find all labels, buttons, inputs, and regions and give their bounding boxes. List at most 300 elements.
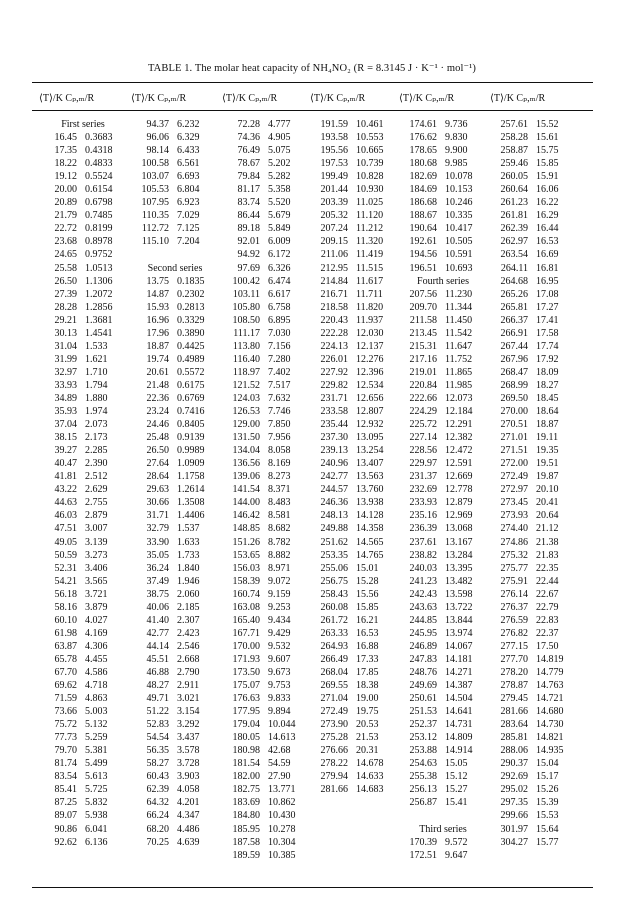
temperature-cell: 23.68 <box>54 236 77 248</box>
heat-capacity-cell: 1.710 <box>85 366 108 378</box>
temperature-cell: 290.37 <box>500 758 528 770</box>
table-row <box>226 144 306 157</box>
heat-capacity-cell: 10.304 <box>268 836 296 848</box>
heat-capacity-cell: 5.282 <box>268 171 291 183</box>
table-row <box>43 718 123 731</box>
table-row <box>403 614 483 627</box>
table-row <box>135 757 215 770</box>
table-row <box>226 549 306 562</box>
temperature-cell: 243.63 <box>409 601 437 613</box>
heat-capacity-cell: 14.613 <box>268 732 296 744</box>
table-row <box>314 170 394 183</box>
table-row <box>314 536 394 549</box>
table-row <box>226 627 306 640</box>
table-row <box>494 836 574 849</box>
header-rule <box>32 110 593 111</box>
temperature-cell: 301.97 <box>500 823 528 835</box>
heat-capacity-cell: 9.647 <box>445 849 468 861</box>
temperature-cell: 271.04 <box>320 693 348 705</box>
table-row <box>494 536 574 549</box>
heat-capacity-cell: 2.629 <box>85 484 108 496</box>
heat-capacity-cell: 19.35 <box>536 445 559 457</box>
temperature-cell: 188.67 <box>409 210 437 222</box>
temperature-cell: 105.80 <box>232 301 260 313</box>
heat-capacity-cell: 1.840 <box>177 562 200 574</box>
table-row <box>226 653 306 666</box>
temperature-cell: 244.57 <box>320 484 348 496</box>
table-row <box>135 144 215 157</box>
temperature-cell: 276.59 <box>500 614 528 626</box>
table-row <box>135 405 215 418</box>
table-row <box>403 392 483 405</box>
temperature-cell: 18.87 <box>146 340 169 352</box>
table-row <box>43 483 123 496</box>
temperature-cell: 270.00 <box>500 406 528 418</box>
heat-capacity-cell: 4.347 <box>177 810 200 822</box>
temperature-cell: 196.51 <box>409 262 437 274</box>
table-row <box>403 744 483 757</box>
heat-capacity-cell: 7.402 <box>268 366 291 378</box>
temperature-cell: 175.07 <box>232 680 260 692</box>
heat-capacity-cell: 15.05 <box>445 758 468 770</box>
table-row <box>494 640 574 653</box>
temperature-cell: 299.66 <box>500 810 528 822</box>
table-row <box>494 744 574 757</box>
heat-capacity-cell: 22.83 <box>536 614 559 626</box>
temperature-cell: 24.46 <box>146 419 169 431</box>
heat-capacity-cell: 19.11 <box>536 432 559 444</box>
column-header-6 <box>490 93 545 104</box>
temperature-cell: 214.84 <box>320 275 348 287</box>
temperature-cell: 267.96 <box>500 353 528 365</box>
table-row <box>403 248 483 261</box>
heat-capacity-cell: 12.184 <box>445 406 473 418</box>
heat-capacity-cell: 6.433 <box>177 145 200 157</box>
temperature-cell: 32.79 <box>146 523 169 535</box>
table-row <box>43 627 123 640</box>
table-row <box>403 849 483 862</box>
temperature-cell: 98.14 <box>146 145 169 157</box>
table-row <box>403 705 483 718</box>
heat-capacity-cell: 42.68 <box>268 745 291 757</box>
table-row <box>135 222 215 235</box>
table-row <box>226 744 306 757</box>
heat-capacity-cell: 14.731 <box>445 719 473 731</box>
temperature-cell: 52.31 <box>54 562 77 574</box>
table-row <box>43 731 123 744</box>
temperature-cell: 189.59 <box>232 849 260 861</box>
table-row <box>494 366 574 379</box>
temperature-cell: 27.64 <box>146 458 169 470</box>
temperature-cell: 49.71 <box>146 693 169 705</box>
heat-capacity-cell: 4.027 <box>85 614 108 626</box>
table-row <box>43 823 123 836</box>
temperature-cell: 173.50 <box>232 666 260 678</box>
temperature-cell: 41.40 <box>146 614 169 626</box>
heat-capacity-cell: 8.273 <box>268 471 291 483</box>
temperature-cell: 141.54 <box>232 484 260 496</box>
table-row <box>314 679 394 692</box>
temperature-cell: 265.81 <box>500 301 528 313</box>
heat-capacity-cell: 3.903 <box>177 771 200 783</box>
temperature-cell: 237.61 <box>409 536 437 548</box>
table-row <box>403 627 483 640</box>
temperature-cell: 75.72 <box>54 719 77 731</box>
heat-capacity-cell: 5.202 <box>268 158 291 170</box>
data-column-3 <box>226 118 306 862</box>
temperature-cell: 245.95 <box>409 627 437 639</box>
temperature-cell: 15.93 <box>146 301 169 313</box>
table-row <box>226 666 306 679</box>
table-row <box>135 666 215 679</box>
table-row <box>494 692 574 705</box>
heat-capacity-cell: 4.169 <box>85 627 108 639</box>
temperature-cell: 44.63 <box>54 497 77 509</box>
temperature-cell: 251.62 <box>320 536 348 548</box>
temperature-cell: 61.98 <box>54 627 77 639</box>
heat-capacity-cell: 21.53 <box>356 732 379 744</box>
temperature-cell: 256.13 <box>409 784 437 796</box>
temperature-cell: 103.07 <box>141 171 169 183</box>
table-row <box>135 366 215 379</box>
heat-capacity-cell: 11.865 <box>445 366 473 378</box>
temperature-cell: 29.21 <box>54 314 77 326</box>
table-row <box>314 601 394 614</box>
temperature-cell: 92.62 <box>54 836 77 848</box>
table-row <box>494 770 574 783</box>
temperature-cell: 190.64 <box>409 223 437 235</box>
table-row <box>494 444 574 457</box>
heat-capacity-cell: 11.025 <box>356 197 384 209</box>
heat-capacity-cell: 10.335 <box>445 210 473 222</box>
temperature-cell: 50.59 <box>54 549 77 561</box>
temperature-cell: 79.84 <box>237 171 260 183</box>
temperature-cell: 184.80 <box>232 810 260 822</box>
temperature-cell: 275.77 <box>500 562 528 574</box>
heat-capacity-cell: 15.39 <box>536 797 559 809</box>
heat-capacity-cell: 13.167 <box>445 536 473 548</box>
temperature-cell: 110.35 <box>141 210 169 222</box>
heat-capacity-cell: 11.752 <box>445 353 473 365</box>
heat-capacity-cell: 1.733 <box>177 549 200 561</box>
heat-capacity-cell: 22.35 <box>536 562 559 574</box>
heat-capacity-cell: 9.833 <box>268 693 291 705</box>
table-row <box>403 770 483 783</box>
heat-capacity-cell: 22.67 <box>536 588 559 600</box>
heat-capacity-cell: 0.6798 <box>85 197 113 209</box>
temperature-cell: 267.44 <box>500 340 528 352</box>
temperature-cell: 252.37 <box>409 719 437 731</box>
temperature-cell: 255.06 <box>320 562 348 574</box>
table-row <box>43 522 123 535</box>
heat-capacity-cell: 13.482 <box>445 575 473 587</box>
heat-capacity-cell: 15.91 <box>536 171 559 183</box>
heat-capacity-cell: 12.807 <box>356 406 384 418</box>
table-row <box>403 444 483 457</box>
heat-capacity-cell: 14.914 <box>445 745 473 757</box>
table-row <box>494 301 574 314</box>
table-row <box>403 796 483 809</box>
column-header-5 <box>399 93 454 104</box>
temperature-cell: 205.32 <box>320 210 348 222</box>
table-row <box>314 562 394 575</box>
temperature-cell: 279.45 <box>500 693 528 705</box>
table-row <box>226 222 306 235</box>
temperature-cell: 269.55 <box>320 680 348 692</box>
table-row <box>314 340 394 353</box>
heat-capacity-cell: 12.382 <box>445 432 473 444</box>
heat-capacity-cell: 14.721 <box>536 693 564 705</box>
table-row <box>135 653 215 666</box>
temperature-cell: 37.49 <box>146 575 169 587</box>
heat-capacity-cell: 17.41 <box>536 314 559 326</box>
heat-capacity-cell: 15.53 <box>536 810 559 822</box>
table-row <box>43 536 123 549</box>
table-row <box>226 731 306 744</box>
heat-capacity-cell: 3.578 <box>177 745 200 757</box>
table-row <box>403 522 483 535</box>
table-row <box>135 536 215 549</box>
temperature-cell: 94.92 <box>237 249 260 261</box>
temperature-cell: 193.58 <box>320 132 348 144</box>
temperature-cell: 89.18 <box>237 223 260 235</box>
heat-capacity-cell: 11.711 <box>356 288 383 300</box>
table-row <box>226 444 306 457</box>
temperature-cell: 273.93 <box>500 510 528 522</box>
table-row <box>43 496 123 509</box>
heat-capacity-cell: 6.693 <box>177 171 200 183</box>
temperature-cell: 222.66 <box>409 392 437 404</box>
table-row <box>403 496 483 509</box>
heat-capacity-cell: 9.429 <box>268 627 291 639</box>
heat-capacity-cell: 3.292 <box>177 719 200 731</box>
temperature-cell: 44.14 <box>146 640 169 652</box>
header-heat-capacity: Cₚ,ₘ/R <box>245 93 278 104</box>
heat-capacity-cell: 10.553 <box>356 132 384 144</box>
heat-capacity-cell: 10.246 <box>445 197 473 209</box>
temperature-cell: 54.54 <box>146 732 169 744</box>
table-row <box>135 483 215 496</box>
temperature-cell: 14.87 <box>146 288 169 300</box>
table-row <box>403 288 483 301</box>
table-row <box>494 131 574 144</box>
table-row <box>403 601 483 614</box>
table-row <box>135 379 215 392</box>
temperature-cell: 60.43 <box>146 771 169 783</box>
heat-capacity-cell: 6.136 <box>85 836 108 848</box>
temperature-cell: 17.96 <box>146 327 169 339</box>
temperature-cell: 194.56 <box>409 249 437 261</box>
temperature-cell: 238.82 <box>409 549 437 561</box>
temperature-cell: 23.24 <box>146 406 169 418</box>
table-row <box>43 692 123 705</box>
heat-capacity-cell: 8.971 <box>268 562 291 574</box>
column-header-2 <box>131 93 186 104</box>
table-row <box>314 783 394 796</box>
heat-capacity-cell: 15.64 <box>536 823 559 835</box>
table-row <box>226 536 306 549</box>
table-row <box>314 705 394 718</box>
table-row <box>494 327 574 340</box>
table-row <box>43 262 123 275</box>
temperature-cell: 176.62 <box>409 132 437 144</box>
table-row <box>226 836 306 849</box>
temperature-cell: 263.54 <box>500 249 528 261</box>
temperature-cell: 177.95 <box>232 706 260 718</box>
table-row <box>135 496 215 509</box>
heat-capacity-cell: 22.37 <box>536 627 559 639</box>
temperature-cell: 17.35 <box>54 145 77 157</box>
temperature-cell: 68.20 <box>146 823 169 835</box>
table-row <box>43 144 123 157</box>
table-row <box>135 692 215 705</box>
heat-capacity-cell: 2.060 <box>177 588 200 600</box>
temperature-cell: 276.82 <box>500 627 528 639</box>
table-row <box>43 601 123 614</box>
temperature-cell: 113.80 <box>232 340 260 352</box>
table-row <box>314 144 394 157</box>
table-row <box>43 235 123 248</box>
temperature-cell: 253.35 <box>320 549 348 561</box>
table-row <box>403 144 483 157</box>
heat-capacity-cell: 3.021 <box>177 693 200 705</box>
heat-capacity-cell: 7.156 <box>268 340 291 352</box>
series-label-text: First series <box>61 119 105 130</box>
heat-capacity-cell: 4.718 <box>85 680 108 692</box>
temperature-cell: 228.56 <box>409 445 437 457</box>
table-row <box>494 353 574 366</box>
temperature-cell: 41.81 <box>54 471 77 483</box>
table-row <box>314 614 394 627</box>
temperature-cell: 126.53 <box>232 406 260 418</box>
temperature-cell: 227.14 <box>409 432 437 444</box>
heat-capacity-cell: 5.259 <box>85 732 108 744</box>
table-row <box>314 131 394 144</box>
temperature-cell: 215.31 <box>409 340 437 352</box>
temperature-cell: 209.70 <box>409 301 437 313</box>
heat-capacity-cell: 2.285 <box>85 445 108 457</box>
table-row <box>43 170 123 183</box>
heat-capacity-cell: 5.075 <box>268 145 291 157</box>
table-row <box>135 183 215 196</box>
temperature-cell: 86.44 <box>237 210 260 222</box>
heat-capacity-cell: 2.173 <box>85 432 108 444</box>
heat-capacity-cell: 20.10 <box>536 484 559 496</box>
temperature-cell: 212.95 <box>320 262 348 274</box>
table-row <box>135 549 215 562</box>
temperature-cell: 180.05 <box>232 732 260 744</box>
temperature-cell: 139.06 <box>232 471 260 483</box>
temperature-cell: 304.27 <box>500 836 528 848</box>
heat-capacity-cell: 20.53 <box>356 719 379 731</box>
heat-capacity-cell: 7.517 <box>268 379 291 391</box>
temperature-cell: 33.93 <box>54 379 77 391</box>
heat-capacity-cell: 9.894 <box>268 706 291 718</box>
temperature-cell: 43.22 <box>54 484 77 496</box>
heat-capacity-cell: 13.407 <box>356 458 384 470</box>
temperature-cell: 213.45 <box>409 327 437 339</box>
temperature-cell: 174.61 <box>409 119 437 130</box>
table-row <box>226 314 306 327</box>
table-row <box>135 392 215 405</box>
temperature-cell: 180.98 <box>232 745 260 757</box>
heat-capacity-cell: 12.472 <box>445 445 473 457</box>
temperature-cell: 22.72 <box>54 223 77 235</box>
data-column-2 <box>135 118 215 849</box>
heat-capacity-cell: 7.632 <box>268 392 291 404</box>
heat-capacity-cell: 16.53 <box>536 236 559 248</box>
temperature-cell: 273.90 <box>320 719 348 731</box>
temperature-cell: 46.03 <box>54 510 77 522</box>
heat-capacity-cell: 2.423 <box>177 627 200 639</box>
temperature-cell: 124.03 <box>232 392 260 404</box>
table-row <box>135 340 215 353</box>
table-row <box>494 653 574 666</box>
table-row <box>494 118 574 131</box>
top-rule <box>32 82 593 83</box>
heat-capacity-cell: 15.17 <box>536 771 559 783</box>
temperature-cell: 90.86 <box>54 823 77 835</box>
table-row <box>43 196 123 209</box>
heat-capacity-cell: 17.58 <box>536 327 559 339</box>
heat-capacity-cell: 3.273 <box>85 549 108 561</box>
temperature-cell: 116.40 <box>232 353 260 365</box>
heat-capacity-cell: 14.683 <box>356 784 384 796</box>
heat-capacity-cell: 2.911 <box>177 680 200 692</box>
table-row <box>403 731 483 744</box>
temperature-cell: 103.11 <box>232 288 260 300</box>
heat-capacity-cell: 9.572 <box>445 836 468 848</box>
table-row <box>135 614 215 627</box>
temperature-cell: 72.28 <box>237 119 260 130</box>
table-row <box>226 431 306 444</box>
temperature-cell: 235.16 <box>409 510 437 522</box>
data-column-1 <box>43 118 123 849</box>
table-row <box>43 183 123 196</box>
heat-capacity-cell: 0.2813 <box>177 301 205 313</box>
heat-capacity-cell: 7.956 <box>268 432 291 444</box>
table-row <box>135 235 215 248</box>
table-row <box>226 301 306 314</box>
temperature-cell: 21.79 <box>54 210 77 222</box>
temperature-cell: 52.83 <box>146 719 169 731</box>
heat-capacity-cell: 10.430 <box>268 810 296 822</box>
table-row <box>314 314 394 327</box>
table-row <box>43 131 123 144</box>
heat-capacity-cell: 14.633 <box>356 771 384 783</box>
temperature-cell: 235.44 <box>320 419 348 431</box>
table-row <box>43 379 123 392</box>
temperature-cell: 129.00 <box>232 419 260 431</box>
table-row <box>314 627 394 640</box>
table-row <box>494 392 574 405</box>
temperature-cell: 260.64 <box>500 184 528 196</box>
heat-capacity-cell: 2.755 <box>85 497 108 509</box>
table-row <box>43 549 123 562</box>
temperature-cell: 108.50 <box>232 314 260 326</box>
table-row <box>135 705 215 718</box>
table-row <box>314 444 394 457</box>
table-row <box>43 157 123 170</box>
heat-capacity-cell: 0.8199 <box>85 223 113 235</box>
heat-capacity-cell: 0.4425 <box>177 340 205 352</box>
heat-capacity-cell: 12.276 <box>356 353 384 365</box>
temperature-cell: 28.28 <box>54 301 77 313</box>
temperature-cell: 79.70 <box>54 745 77 757</box>
heat-capacity-cell: 0.4318 <box>85 145 113 157</box>
heat-capacity-cell: 22.44 <box>536 575 559 587</box>
table-row <box>135 118 215 131</box>
